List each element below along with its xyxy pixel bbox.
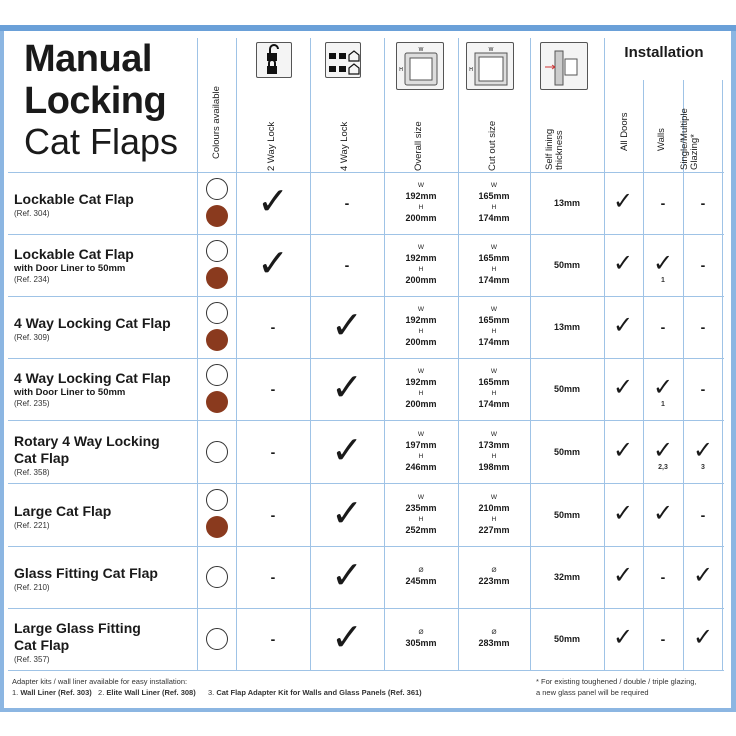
- self-lining-value: 50mm: [553, 509, 580, 520]
- height-label: H: [491, 515, 497, 523]
- colour-swatch-white: [206, 302, 228, 324]
- product-name: Lockable Cat Flap: [14, 246, 134, 262]
- diameter-value: 305mm: [405, 638, 437, 648]
- self-lining-value: 50mm: [553, 446, 580, 457]
- width-label: W: [417, 244, 425, 251]
- height-value: 200mm: [405, 213, 437, 223]
- grid-column-line: [604, 38, 605, 670]
- width-value: 165mm: [478, 377, 510, 387]
- left-border: [0, 31, 4, 711]
- cut-out-size: [464, 367, 524, 409]
- diameter-label: Ø: [491, 629, 497, 636]
- width-label: W: [417, 430, 425, 438]
- overall-size: [391, 181, 451, 223]
- height-label: H: [491, 390, 497, 397]
- width-label: W: [490, 430, 498, 438]
- colour-swatch-brown: [206, 516, 228, 538]
- self-lining-value: 50mm: [553, 634, 580, 644]
- footer-intro: Adapter kits / wall liner available for easy installation:: [12, 677, 188, 686]
- header-colours: Colours available: [211, 86, 222, 159]
- width-label: W: [490, 244, 498, 251]
- bottom-border: [0, 708, 736, 712]
- product-ref: (Ref. 304): [14, 209, 50, 218]
- self-lining-value: 13mm: [553, 198, 580, 208]
- cut-out-size: [464, 430, 524, 472]
- two-way-lock-dash: -: [270, 319, 276, 335]
- cut-out-size: [464, 181, 524, 223]
- four-way-lock-dash: -: [344, 257, 350, 273]
- product-name: 4 Way Locking Cat Flap: [14, 315, 171, 331]
- diameter-value: 245mm: [405, 576, 437, 586]
- colour-swatch-white: [206, 441, 228, 463]
- walls-note: 2,3: [658, 463, 668, 471]
- colour-swatch-brown: [206, 329, 228, 351]
- glazing-dash: -: [700, 381, 706, 397]
- width-value: 192mm: [405, 253, 437, 263]
- height-value: 246mm: [405, 461, 437, 472]
- overall-size: [391, 430, 451, 472]
- product-subtitle: with Door Liner to 50mm: [14, 263, 126, 274]
- grid-column-line: [197, 38, 198, 670]
- walls-tick: ✓: [652, 249, 674, 277]
- product-label: [14, 503, 111, 531]
- width-label: W: [490, 182, 498, 189]
- four-way-lock-tick: ✓: [331, 553, 363, 597]
- footer-item-1-num: 1.: [12, 688, 19, 697]
- height-value: 200mm: [405, 399, 437, 409]
- overall-size: [391, 305, 451, 347]
- header-walls: Walls: [656, 128, 667, 151]
- overall-size: [391, 493, 451, 535]
- width-label: W: [417, 493, 425, 501]
- cut-out-size: [464, 628, 524, 648]
- product-name: Glass Fitting Cat Flap: [14, 565, 158, 581]
- width-value: 235mm: [405, 502, 437, 513]
- product-ref: (Ref. 358): [14, 467, 50, 477]
- product-subtitle: with Door Liner to 50mm: [14, 387, 126, 398]
- grid-column-line: [643, 80, 644, 670]
- svg-text:H: H: [469, 67, 473, 73]
- colour-swatch-white: [206, 364, 228, 386]
- four-way-lock-tick: ✓: [331, 490, 363, 535]
- glazing-tick: ✓: [692, 435, 714, 464]
- grid-row-line: [8, 234, 724, 235]
- height-value: 198mm: [478, 461, 510, 472]
- grid-column-line: [310, 38, 311, 670]
- walls-dash: -: [660, 569, 666, 585]
- walls-dash: -: [660, 631, 666, 647]
- all-doors-tick: ✓: [612, 623, 634, 651]
- height-label: H: [491, 266, 497, 273]
- all-doors-tick: ✓: [612, 249, 634, 277]
- grid-row-line: [8, 546, 724, 547]
- width-value: 173mm: [478, 439, 510, 450]
- walls-note: 1: [661, 401, 665, 408]
- glazing-dash: -: [700, 506, 706, 523]
- glazing-dash: -: [700, 319, 706, 335]
- diameter-label: Ø: [418, 567, 424, 574]
- diameter-label: Ø: [418, 629, 424, 636]
- product-ref: (Ref. 309): [14, 333, 50, 342]
- height-value: 252mm: [405, 524, 437, 535]
- walls-tick: ✓: [652, 435, 674, 464]
- width-label: W: [417, 368, 425, 375]
- product-label: [14, 620, 141, 665]
- width-value: 165mm: [478, 315, 510, 325]
- product-label: [14, 565, 158, 593]
- footer-item-3-num: 3.: [207, 688, 215, 697]
- height-label: H: [491, 452, 497, 460]
- overall-size: [391, 243, 451, 285]
- width-value: 192mm: [405, 191, 437, 201]
- self-lining-value: 50mm: [553, 260, 580, 270]
- product-name: Rotary 4 Way Locking: [14, 432, 160, 449]
- product-ref: (Ref. 234): [14, 275, 50, 284]
- footer-glazing-note: [536, 676, 697, 698]
- glazing-dash: -: [700, 195, 706, 211]
- grid-column-line: [530, 38, 531, 670]
- colour-swatch-white: [206, 178, 228, 200]
- height-label: H: [418, 515, 424, 523]
- diameter-value: 223mm: [478, 576, 510, 586]
- cut-out-size: [464, 566, 524, 586]
- two-way-lock-dash: -: [270, 631, 276, 647]
- product-name: Lockable Cat Flap: [14, 191, 134, 207]
- two-way-lock-dash: -: [270, 506, 276, 523]
- overall-size-icon: [396, 42, 444, 90]
- self-lining-value: 50mm: [553, 384, 580, 394]
- colour-swatch-brown: [206, 267, 228, 289]
- height-value: 227mm: [478, 524, 510, 535]
- width-value: 197mm: [405, 439, 437, 450]
- title-line-2: Locking: [24, 80, 167, 122]
- height-label: H: [418, 204, 424, 211]
- all-doors-tick: ✓: [612, 498, 634, 527]
- grid-row-line: [8, 670, 724, 671]
- product-label: [14, 315, 171, 343]
- diameter-label: Ø: [491, 567, 497, 574]
- four-way-lock-icon: [325, 42, 361, 78]
- grid-row-line: [8, 172, 724, 173]
- glazing-tick: ✓: [692, 561, 714, 589]
- self-lining-icon: [540, 42, 588, 90]
- height-label: H: [418, 328, 424, 335]
- glazing-note: 3: [701, 463, 705, 471]
- top-border: [0, 25, 736, 31]
- grid-column-line: [236, 38, 237, 670]
- all-doors-tick: ✓: [612, 373, 634, 401]
- grid-column-line: [458, 38, 459, 670]
- all-doors-tick: ✓: [612, 435, 634, 464]
- product-name: Large Cat Flap: [14, 502, 112, 519]
- grid-row-line: [8, 358, 724, 359]
- width-value: 192mm: [405, 315, 437, 325]
- four-way-lock-tick: ✓: [331, 303, 363, 347]
- header-overall: Overall size: [413, 121, 424, 171]
- self-lining-value: 32mm: [553, 572, 580, 582]
- product-ref: (Ref. 221): [14, 520, 50, 530]
- footer-item-1: Wall Liner (Ref. 303): [20, 688, 92, 697]
- height-value: 174mm: [478, 275, 510, 285]
- product-name: 4 Way Locking Cat Flap: [14, 370, 171, 386]
- grid-row-line: [8, 483, 724, 484]
- height-label: H: [418, 452, 424, 460]
- four-way-lock-dash: -: [344, 195, 350, 211]
- cut-out-size: [464, 493, 524, 535]
- glazing-tick: ✓: [692, 623, 714, 651]
- product-ref: (Ref. 210): [14, 583, 50, 592]
- product-label: [14, 433, 160, 478]
- height-value: 174mm: [478, 337, 510, 347]
- overall-size: [391, 628, 451, 648]
- walls-dash: -: [660, 319, 666, 335]
- colour-swatch-brown: [206, 205, 228, 227]
- cut-out-size: [464, 305, 524, 347]
- four-way-lock-tick: ✓: [331, 427, 363, 472]
- grid-row-line: [8, 608, 724, 609]
- footer-items: [12, 687, 422, 698]
- two-way-lock-dash: -: [270, 569, 276, 585]
- product-name: Large Glass Fitting: [14, 620, 141, 636]
- colour-swatch-white: [206, 489, 228, 511]
- product-label: [14, 191, 134, 219]
- grid-row-line: [8, 296, 724, 297]
- width-value: 210mm: [478, 502, 510, 513]
- overall-size: [391, 367, 451, 409]
- height-value: 200mm: [405, 275, 437, 285]
- diameter-value: 283mm: [478, 638, 510, 648]
- height-value: 200mm: [405, 337, 437, 347]
- product-ref: (Ref. 357): [14, 655, 50, 664]
- width-label: W: [417, 182, 425, 189]
- four-way-lock-tick: ✓: [331, 615, 363, 659]
- header-glazing: Single/Multiple Glazing*: [679, 108, 700, 170]
- footer-item-3: Cat Flap Adapter Kit for Walls and Glass Panels (Ref. 361): [216, 688, 422, 697]
- height-label: H: [491, 328, 497, 335]
- two-way-lock-tick: ✓: [257, 241, 289, 285]
- two-way-lock-dash: -: [270, 381, 276, 397]
- colour-swatch-white: [206, 566, 228, 588]
- height-label: H: [418, 266, 424, 273]
- header-installation: Installation: [624, 44, 704, 61]
- product-name-line-2: Cat Flap: [14, 449, 70, 466]
- self-lining-value: 13mm: [553, 322, 580, 332]
- footer-item-2-num: 2.: [98, 688, 105, 697]
- svg-text:H: H: [399, 67, 403, 73]
- two-way-lock-tick: ✓: [257, 179, 289, 223]
- colour-swatch-brown: [206, 391, 228, 413]
- header-two-way: 2 Way Lock: [266, 121, 277, 171]
- right-border: [731, 31, 736, 711]
- width-label: W: [490, 368, 498, 375]
- cut-out-size: [464, 243, 524, 285]
- title-line-3: Cat Flaps: [24, 121, 179, 162]
- width-label: W: [490, 493, 498, 501]
- grid-column-line: [384, 38, 385, 670]
- page-title: [24, 38, 194, 162]
- width-value: 165mm: [478, 191, 510, 201]
- colour-swatch-white: [206, 240, 228, 262]
- footer-item-2: Elite Wall Liner (Ref. 308): [106, 688, 196, 697]
- footer-note-line-1: * For existing toughened / double / triple glazing,: [536, 677, 697, 686]
- svg-text:W: W: [418, 47, 424, 53]
- height-value: 174mm: [478, 399, 510, 409]
- walls-note: 1: [661, 277, 665, 284]
- cut-out-size-icon: [466, 42, 514, 90]
- width-label: W: [417, 306, 425, 313]
- walls-tick: ✓: [652, 373, 674, 401]
- svg-text:W: W: [488, 47, 494, 53]
- product-label: [14, 246, 134, 285]
- grid-column-line: [722, 80, 723, 670]
- two-way-lock-dash: -: [270, 443, 276, 460]
- width-value: 165mm: [478, 253, 510, 263]
- height-label: H: [491, 204, 497, 211]
- four-way-lock-tick: ✓: [331, 365, 363, 409]
- product-name-line-2: Cat Flap: [14, 637, 70, 653]
- product-ref: (Ref. 235): [14, 399, 50, 408]
- width-value: 192mm: [405, 377, 437, 387]
- all-doors-tick: ✓: [612, 311, 634, 339]
- footer-adapters: [12, 676, 422, 698]
- header-four-way: 4 Way Lock: [339, 121, 350, 171]
- footer-note-line-2: a new glass panel will be required: [536, 688, 649, 697]
- header-cutout: Cut out size: [487, 120, 498, 171]
- width-label: W: [490, 306, 498, 313]
- header-all-doors: All Doors: [619, 112, 630, 151]
- all-doors-tick: ✓: [612, 561, 634, 589]
- glazing-dash: -: [700, 257, 706, 273]
- overall-size: [391, 566, 451, 586]
- colour-swatch-white: [206, 628, 228, 650]
- two-way-lock-icon: [256, 42, 292, 78]
- height-label: H: [418, 390, 424, 397]
- height-value: 174mm: [478, 213, 510, 223]
- header-self-lining: Self lining thickness: [544, 128, 565, 170]
- walls-tick: ✓: [652, 498, 674, 527]
- walls-dash: -: [660, 195, 666, 211]
- product-label: [14, 370, 171, 409]
- title-line-1: Manual: [24, 38, 152, 80]
- all-doors-tick: ✓: [612, 187, 634, 215]
- grid-row-line: [8, 420, 724, 421]
